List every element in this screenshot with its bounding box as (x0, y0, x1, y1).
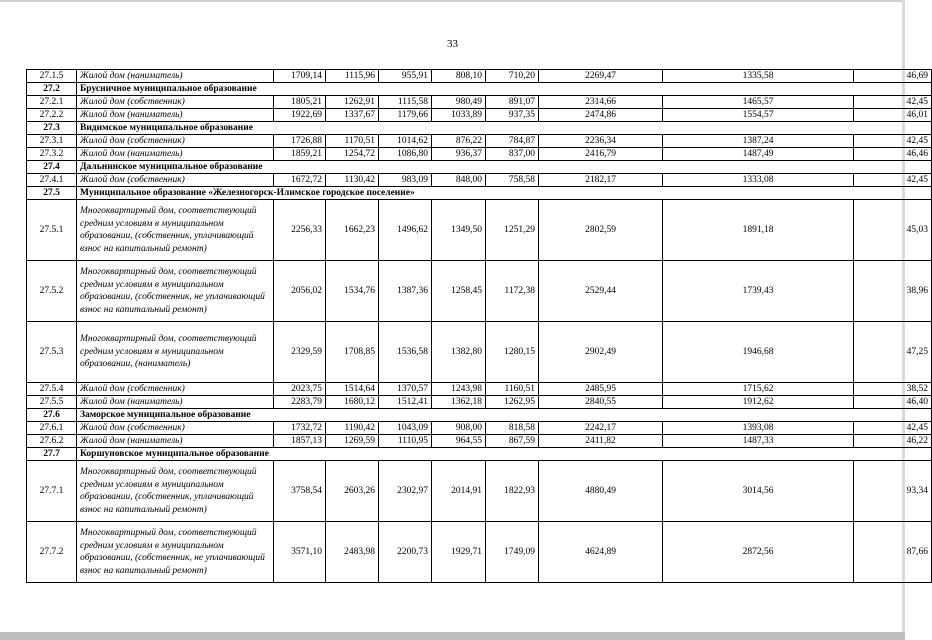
value-col-4: 1362,18 (432, 396, 486, 409)
row-code: 27.5.2 (27, 261, 77, 322)
table-row (27, 522, 932, 583)
row-code: 27.2.2 (27, 109, 77, 122)
value-col-7: 1912,62 (663, 396, 854, 409)
section-code: 27.6 (27, 409, 77, 422)
value-col-2: 1115,96 (326, 70, 379, 83)
value-col-2: 2483,98 (326, 522, 379, 583)
value-col-3: 1387,36 (379, 261, 432, 322)
value-col-4: 964,55 (432, 435, 486, 448)
section-row (27, 161, 932, 174)
value-col-8: 42,45 (854, 96, 932, 109)
table-row (27, 461, 932, 522)
value-col-3: 2200,73 (379, 522, 432, 583)
value-col-4: 808,10 (432, 70, 486, 83)
row-description: Многоквартирный дом, соответствующий средним условиям в муниципальном образовании, (собственник, уплачивающий взнос на капитальный ремонт) (77, 461, 274, 522)
value-col-1: 1726,88 (274, 135, 326, 148)
value-col-1: 1672,72 (274, 174, 326, 187)
value-col-4: 1243,98 (432, 383, 486, 396)
value-col-1: 1805,21 (274, 96, 326, 109)
value-col-5: 758,58 (486, 174, 539, 187)
value-col-1: 1859,21 (274, 148, 326, 161)
value-col-7: 1487,49 (663, 148, 854, 161)
value-col-6: 4880,49 (539, 461, 663, 522)
row-description: Жилой дом (собственник) (77, 96, 274, 109)
value-col-6: 2474,86 (539, 109, 663, 122)
value-col-1: 2256,33 (274, 200, 326, 261)
value-col-6: 2182,17 (539, 174, 663, 187)
value-col-6: 2242,17 (539, 422, 663, 435)
row-description: Жилой дом (наниматель) (77, 396, 274, 409)
section-row (27, 409, 932, 422)
value-col-5: 1262,95 (486, 396, 539, 409)
value-col-6: 4624,89 (539, 522, 663, 583)
section-title: Коршуновское муниципальное образование (77, 448, 932, 461)
row-code: 27.7.2 (27, 522, 77, 583)
row-description: Жилой дом (собственник) (77, 422, 274, 435)
value-col-3: 1086,80 (379, 148, 432, 161)
value-col-3: 1512,41 (379, 396, 432, 409)
value-col-8: 38,96 (854, 261, 932, 322)
table-row (27, 148, 932, 161)
value-col-7: 1393,08 (663, 422, 854, 435)
value-col-6: 2840,55 (539, 396, 663, 409)
table-row (27, 174, 932, 187)
row-code: 27.1.5 (27, 70, 77, 83)
value-col-2: 1534,76 (326, 261, 379, 322)
row-description: Жилой дом (собственник) (77, 174, 274, 187)
value-col-6: 2902,49 (539, 322, 663, 383)
value-col-8: 38,52 (854, 383, 932, 396)
value-col-7: 1554,57 (663, 109, 854, 122)
value-col-4: 1929,71 (432, 522, 486, 583)
table-row (27, 96, 932, 109)
section-title: Муниципальное образование «Железногорск-Илимское городское поселение» (77, 187, 932, 200)
row-code: 27.5.3 (27, 322, 77, 383)
value-col-2: 1708,85 (326, 322, 379, 383)
row-description: Жилой дом (наниматель) (77, 148, 274, 161)
value-col-3: 1043,09 (379, 422, 432, 435)
value-col-6: 2416,79 (539, 148, 663, 161)
section-code: 27.4 (27, 161, 77, 174)
value-col-4: 1349,50 (432, 200, 486, 261)
row-description: Жилой дом (собственник) (77, 135, 274, 148)
row-description: Многоквартирный дом, соответствующий средним условиям в муниципальном образовании, (наниматель) (77, 322, 274, 383)
value-col-4: 1258,45 (432, 261, 486, 322)
value-col-2: 1190,42 (326, 422, 379, 435)
value-col-3: 1536,58 (379, 322, 432, 383)
section-title: Брусничное муниципальное образование (77, 83, 932, 96)
table-row (27, 200, 932, 261)
row-code: 27.2.1 (27, 96, 77, 109)
value-col-1: 1709,14 (274, 70, 326, 83)
value-col-7: 1739,43 (663, 261, 854, 322)
value-col-5: 1749,09 (486, 522, 539, 583)
value-col-7: 1946,68 (663, 322, 854, 383)
value-col-3: 1370,57 (379, 383, 432, 396)
value-col-6: 2529,44 (539, 261, 663, 322)
value-col-1: 1857,13 (274, 435, 326, 448)
value-col-2: 2603,26 (326, 461, 379, 522)
section-row (27, 83, 932, 96)
value-col-4: 980,49 (432, 96, 486, 109)
value-col-4: 2014,91 (432, 461, 486, 522)
value-col-5: 1160,51 (486, 383, 539, 396)
value-col-4: 848,00 (432, 174, 486, 187)
value-col-8: 46,46 (854, 148, 932, 161)
value-col-2: 1254,72 (326, 148, 379, 161)
value-col-8: 42,45 (854, 135, 932, 148)
value-col-1: 1922,69 (274, 109, 326, 122)
value-col-4: 1033,89 (432, 109, 486, 122)
value-col-2: 1262,91 (326, 96, 379, 109)
row-code: 27.4.1 (27, 174, 77, 187)
value-col-4: 936,37 (432, 148, 486, 161)
section-title: Дальнинское муниципальное образование (77, 161, 932, 174)
value-col-1: 3571,10 (274, 522, 326, 583)
scan-border-top (0, 0, 905, 2)
row-description: Жилой дом (наниматель) (77, 109, 274, 122)
row-description: Жилой дом (собственник) (77, 383, 274, 396)
section-title: Видимское муниципальное образование (77, 122, 932, 135)
value-col-5: 1172,38 (486, 261, 539, 322)
value-col-7: 3014,56 (663, 461, 854, 522)
value-col-6: 2411,82 (539, 435, 663, 448)
value-col-8: 93,34 (854, 461, 932, 522)
value-col-5: 1280,15 (486, 322, 539, 383)
value-col-8: 42,45 (854, 174, 932, 187)
row-description: Жилой дом (наниматель) (77, 70, 274, 83)
value-col-3: 1014,62 (379, 135, 432, 148)
table-row (27, 396, 932, 409)
section-code: 27.7 (27, 448, 77, 461)
table-row (27, 135, 932, 148)
value-col-5: 1251,29 (486, 200, 539, 261)
value-col-2: 1170,51 (326, 135, 379, 148)
value-col-7: 1465,57 (663, 96, 854, 109)
section-row (27, 187, 932, 200)
value-col-3: 1179,66 (379, 109, 432, 122)
row-code: 27.3.1 (27, 135, 77, 148)
row-description: Многоквартирный дом, соответствующий средним условиям в муниципальном образовании, (собственник, не уплачивающий взнос на капитальный ремонт) (77, 522, 274, 583)
value-col-3: 983,09 (379, 174, 432, 187)
tariff-table (26, 69, 932, 583)
value-col-5: 818,58 (486, 422, 539, 435)
value-col-2: 1680,12 (326, 396, 379, 409)
value-col-7: 1487,33 (663, 435, 854, 448)
row-code: 27.6.2 (27, 435, 77, 448)
value-col-5: 784,87 (486, 135, 539, 148)
value-col-5: 937,35 (486, 109, 539, 122)
row-description: Многоквартирный дом, соответствующий средним условиям в муниципальном образовании, (собственник, не уплачивающий взнос на капитальный ремонт) (77, 261, 274, 322)
row-code: 27.3.2 (27, 148, 77, 161)
section-code: 27.5 (27, 187, 77, 200)
row-code: 27.6.1 (27, 422, 77, 435)
value-col-5: 867,59 (486, 435, 539, 448)
value-col-2: 1514,64 (326, 383, 379, 396)
value-col-3: 2302,97 (379, 461, 432, 522)
value-col-1: 1732,72 (274, 422, 326, 435)
value-col-7: 1387,24 (663, 135, 854, 148)
value-col-6: 2485,95 (539, 383, 663, 396)
value-col-3: 1115,58 (379, 96, 432, 109)
value-col-8: 45,03 (854, 200, 932, 261)
value-col-8: 46,22 (854, 435, 932, 448)
row-code: 27.5.1 (27, 200, 77, 261)
table-row (27, 383, 932, 396)
table-row (27, 322, 932, 383)
value-col-8: 87,66 (854, 522, 932, 583)
row-description: Многоквартирный дом, соответствующий средним условиям в муниципальном образовании, (собственник, уплачивающий взнос на капитальный ремонт) (77, 200, 274, 261)
value-col-7: 1891,18 (663, 200, 854, 261)
value-col-4: 876,22 (432, 135, 486, 148)
value-col-6: 2802,59 (539, 200, 663, 261)
scan-border-bottom (0, 632, 905, 640)
value-col-7: 2872,56 (663, 522, 854, 583)
value-col-5: 837,00 (486, 148, 539, 161)
table-row (27, 261, 932, 322)
value-col-6: 2269,47 (539, 70, 663, 83)
row-description: Жилой дом (наниматель) (77, 435, 274, 448)
table-row (27, 422, 932, 435)
page-number: 33 (447, 38, 458, 50)
section-row (27, 448, 932, 461)
value-col-2: 1662,23 (326, 200, 379, 261)
value-col-7: 1333,08 (663, 174, 854, 187)
value-col-2: 1269,59 (326, 435, 379, 448)
table-row (27, 109, 932, 122)
section-code: 27.3 (27, 122, 77, 135)
value-col-5: 1822,93 (486, 461, 539, 522)
value-col-5: 891,07 (486, 96, 539, 109)
row-code: 27.5.5 (27, 396, 77, 409)
value-col-2: 1337,67 (326, 109, 379, 122)
section-row (27, 122, 932, 135)
table-row (27, 435, 932, 448)
value-col-5: 710,20 (486, 70, 539, 83)
value-col-1: 2056,02 (274, 261, 326, 322)
value-col-1: 2023,75 (274, 383, 326, 396)
value-col-3: 955,91 (379, 70, 432, 83)
value-col-1: 2329,59 (274, 322, 326, 383)
value-col-8: 42,45 (854, 422, 932, 435)
value-col-4: 908,00 (432, 422, 486, 435)
value-col-6: 2314,66 (539, 96, 663, 109)
section-title: Заморское муниципальное образование (77, 409, 932, 422)
value-col-2: 1130,42 (326, 174, 379, 187)
value-col-8: 46,01 (854, 109, 932, 122)
value-col-6: 2236,34 (539, 135, 663, 148)
row-code: 27.5.4 (27, 383, 77, 396)
table-row (27, 70, 932, 83)
value-col-8: 47,25 (854, 322, 932, 383)
value-col-8: 46,40 (854, 396, 932, 409)
value-col-1: 2283,79 (274, 396, 326, 409)
value-col-3: 1496,62 (379, 200, 432, 261)
value-col-1: 3758,54 (274, 461, 326, 522)
value-col-7: 1715,62 (663, 383, 854, 396)
row-code: 27.7.1 (27, 461, 77, 522)
value-col-7: 1335,58 (663, 70, 854, 83)
section-code: 27.2 (27, 83, 77, 96)
value-col-8: 46,69 (854, 70, 932, 83)
value-col-4: 1382,80 (432, 322, 486, 383)
value-col-3: 1110,95 (379, 435, 432, 448)
